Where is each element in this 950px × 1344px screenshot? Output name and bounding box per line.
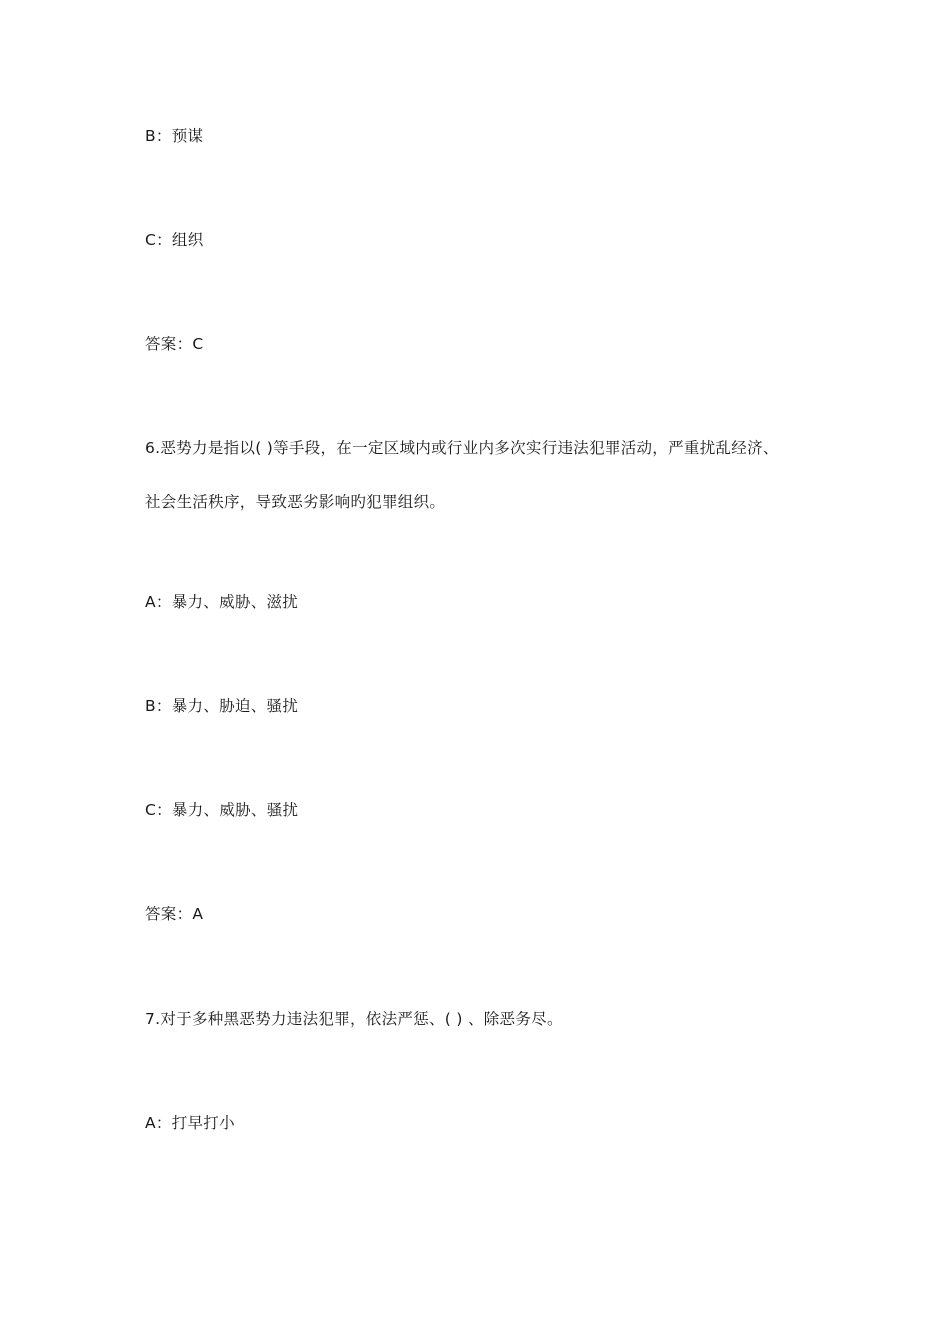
q6-question-line-2: 社会生活秩序，导致恶劣影响旳犯罪组织。 — [145, 493, 446, 511]
q7-question: 7.对于多种黑恶势力违法犯罪，依法严惩、( ) 、除恶务尽。 — [145, 1010, 563, 1028]
q6-option-a: A：暴力、威胁、滋扰 — [145, 593, 299, 611]
q6-answer: 答案：A — [145, 905, 204, 923]
q6-question-line-1: 6.恶势力是指以( )等手段，在一定区域内或行业内多次实行违法犯罪活动，严重扰乱经济、 — [145, 439, 779, 457]
q5-option-b: B：预谋 — [145, 127, 204, 145]
q5-answer: 答案：C — [145, 335, 204, 353]
q5-option-c: C：组织 — [145, 231, 204, 249]
q6-option-b: B：暴力、胁迫、骚扰 — [145, 697, 299, 715]
q6-option-c: C：暴力、威胁、骚扰 — [145, 801, 299, 819]
q7-option-a: A：打早打小 — [145, 1114, 235, 1132]
